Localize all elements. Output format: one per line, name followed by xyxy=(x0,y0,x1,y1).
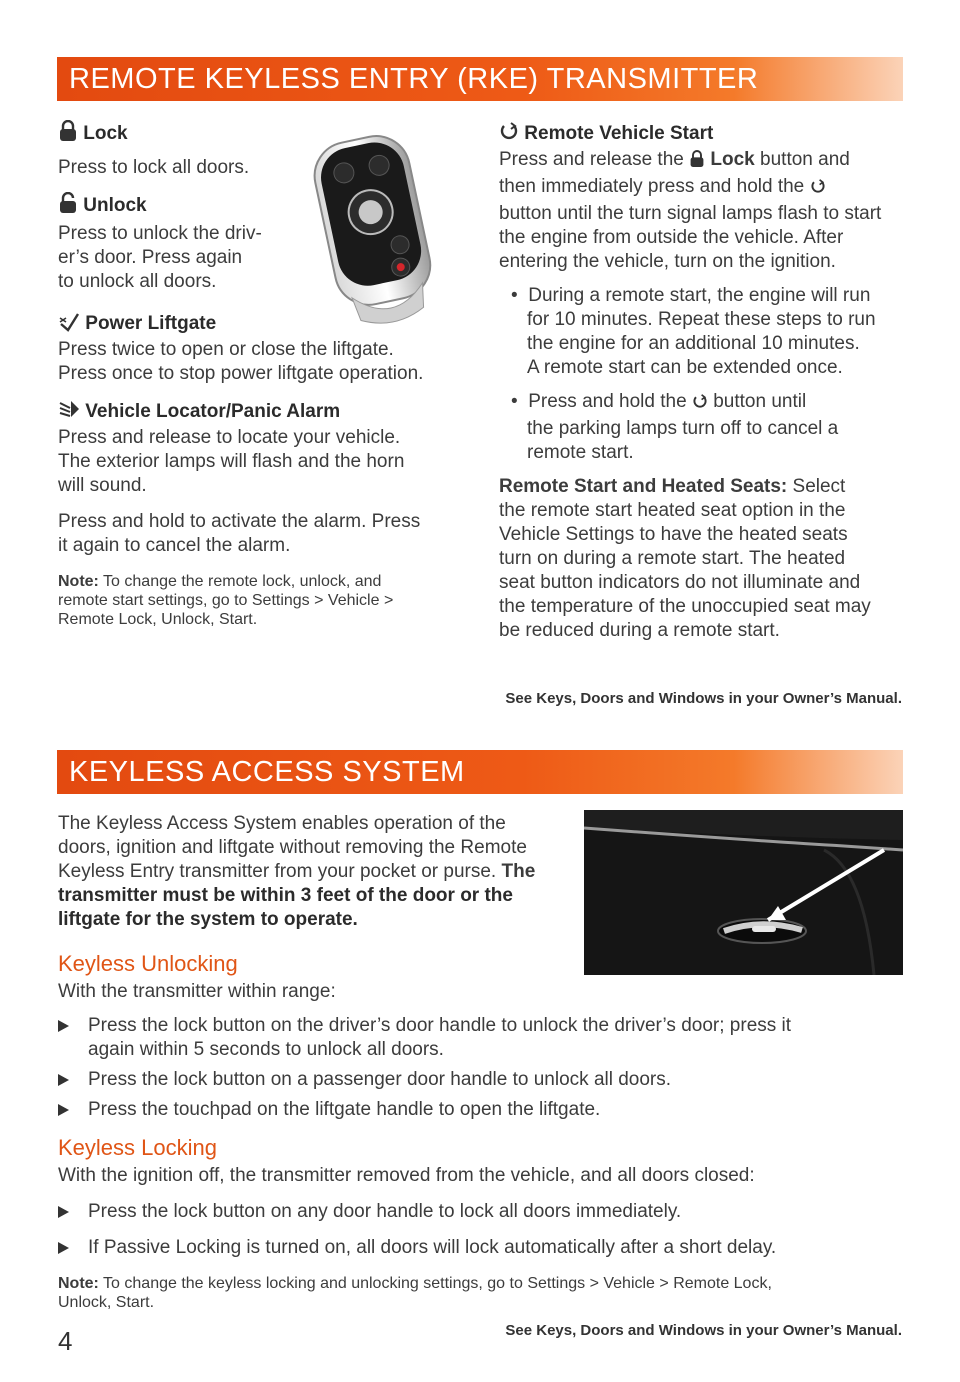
kas-note-line-1: To change the keyless locking and unlocking settings, go to Settings > Vehicle > Remote Lock, xyxy=(98,1275,772,1292)
remote-line-3: button until the turn signal lamps flash to start xyxy=(499,203,882,224)
lock-text: Press to lock all doors. xyxy=(58,157,250,178)
bullet-arrow-icon xyxy=(58,1074,69,1086)
keyless-locking-title: Keyless Locking xyxy=(58,1135,217,1160)
kas-intro-5: liftgate for the system to operate. xyxy=(58,909,358,930)
kas-intro-1: The Keyless Access System enables operation of the xyxy=(58,813,506,834)
remote-line-2-text: then immediately press and hold the xyxy=(499,176,810,197)
bullet-arrow-icon xyxy=(58,1206,69,1218)
keyless-unlocking-intro: With the transmitter within range: xyxy=(58,981,336,1002)
remote-line-1b: Lock xyxy=(710,149,755,170)
remote-line-5: entering the vehicle, turn on the ignition. xyxy=(499,251,836,272)
rke-note-text-3: Remote Lock, Unlock, Start. xyxy=(58,611,258,628)
liftgate-heading xyxy=(58,310,468,338)
kas-intro-3 xyxy=(58,860,573,884)
unlock-icon xyxy=(58,192,78,220)
kas-see-manual: See Keys, Doors and Windows in your Owner’s Manual. xyxy=(505,1322,902,1339)
remote-line-1 xyxy=(499,148,909,175)
unlock-title: Unlock xyxy=(83,195,147,216)
remote-line-1c: button and xyxy=(754,149,850,170)
kas-intro xyxy=(58,812,573,932)
page-number: 4 xyxy=(58,1326,73,1356)
liftgate-text-2: Press once to stop power liftgate operation. xyxy=(58,363,424,384)
locator-heading xyxy=(58,398,468,426)
heated-line-1-text: Select xyxy=(787,476,846,497)
remote-start-block xyxy=(499,122,909,643)
rke-note-text-2: remote start settings, go to Settings > Vehicle > xyxy=(58,592,394,609)
bullet-arrow-icon xyxy=(58,1104,69,1116)
bullet-arrow-icon xyxy=(58,1242,69,1254)
kas-intro-3b: The xyxy=(501,861,536,882)
rke-banner-title: REMOTE KEYLESS ENTRY (RKE) TRANSMITTER xyxy=(69,63,759,95)
unlock-item-1 xyxy=(58,1014,908,1062)
liftgate-title: Power Liftgate xyxy=(85,313,217,334)
lock-heading xyxy=(58,120,288,148)
rke-note-text-1: To change the remote lock, unlock, and xyxy=(98,573,382,590)
keyless-locking-intro: With the ignition off, the transmitter removed from the vehicle, and all doors closed: xyxy=(58,1165,755,1186)
heated-line-2: the remote start heated seat option in the xyxy=(499,500,846,521)
kas-intro-2: doors, ignition and liftgate without removing the Remote xyxy=(58,837,527,858)
bullet-2-line-1b: button until xyxy=(707,391,807,412)
unlock-item-3-text: Press the touchpad on the liftgate handle to open the liftgate. xyxy=(88,1099,601,1120)
kas-intro-3a: Keyless Entry transmitter from your pocket or purse. xyxy=(58,861,502,882)
unlock-item-2 xyxy=(58,1068,908,1092)
remote-line-4: the engine from outside the vehicle. After xyxy=(499,227,844,248)
lock-icon-inline xyxy=(689,150,705,175)
liftgate-icon xyxy=(58,310,80,338)
unlock-heading xyxy=(58,192,288,220)
rke-banner xyxy=(57,57,903,101)
bullet-1-line-4: A remote start can be extended once. xyxy=(527,357,843,378)
remote-bullet-2: • Press and hold the button until the parking lamps turn off to cancel a remote start. xyxy=(499,390,909,465)
lock-item-1-text: Press the lock button on any door handle to lock all doors immediately. xyxy=(88,1201,682,1222)
alarm-text-2: it again to cancel the alarm. xyxy=(58,535,291,556)
unlock-item-1-line-1: Press the lock button on the driver’s door handle to unlock the driver’s door; press it xyxy=(88,1015,792,1036)
locator-icon xyxy=(58,398,80,426)
remote-start-icon xyxy=(499,122,519,148)
locator-text-2: The exterior lamps will flash and the horn xyxy=(58,451,405,472)
heated-line-1 xyxy=(499,475,909,499)
locator-text-3: will sound. xyxy=(58,475,147,496)
unlock-text-2: er’s door. Press again xyxy=(58,247,243,268)
remote-bullet-1: • During a remote start, the engine will run for 10 minutes. Repeat these steps to run the engine for an additional 10 minutes. A remote start can be extended once. xyxy=(499,284,909,380)
kas-note-label: Note: xyxy=(58,1275,99,1292)
bullet-2-line-1a: Press and hold the xyxy=(528,391,692,412)
alarm-text-1: Press and hold to activate the alarm. Press xyxy=(58,511,421,532)
remote-start-title: Remote Vehicle Start xyxy=(524,123,714,144)
lock-item-1 xyxy=(58,1200,908,1224)
unlock-item-1-line-2: again within 5 seconds to unlock all doors. xyxy=(88,1039,444,1060)
heated-line-5: seat button indicators do not illuminate and xyxy=(499,572,861,593)
lock-item-2 xyxy=(58,1236,908,1260)
rke-note-label: Note: xyxy=(58,573,99,590)
heated-line-6: the temperature of the unoccupied seat may xyxy=(499,596,871,617)
key-fob-image xyxy=(298,132,448,324)
remote-start-icon-bullet xyxy=(692,393,708,417)
lock-title: Lock xyxy=(83,123,128,144)
kas-note-line-2: Unlock, Start. xyxy=(58,1294,155,1311)
bullet-arrow-icon xyxy=(58,1020,69,1032)
remote-line-2 xyxy=(499,175,909,202)
bullet-1-line-1: During a remote start, the engine will run xyxy=(528,285,871,306)
heated-label: Remote Start and Heated Seats: xyxy=(499,476,788,497)
remote-start-icon-inline xyxy=(810,178,826,202)
kas-banner-title: KEYLESS ACCESS SYSTEM xyxy=(69,756,465,788)
bullet-1-line-3: the engine for an additional 10 minutes. xyxy=(527,333,860,354)
locator-title: Vehicle Locator/Panic Alarm xyxy=(85,401,341,422)
bullet-1-line-2: for 10 minutes. Repeat these steps to run xyxy=(527,309,876,330)
heated-line-3: Vehicle Settings to have the heated seats xyxy=(499,524,848,545)
heated-line-4: turn on during a remote start. The heated xyxy=(499,548,846,569)
lock-icon xyxy=(58,120,78,148)
rke-note xyxy=(58,572,468,629)
lock-item-2-text: If Passive Locking is turned on, all doors will lock automatically after a short delay. xyxy=(88,1237,777,1258)
bullet-2-line-3: remote start. xyxy=(527,442,634,463)
kas-note xyxy=(58,1274,908,1312)
liftgate-text-1: Press twice to open or close the liftgate. xyxy=(58,339,394,360)
locator-text-1: Press and release to locate your vehicle. xyxy=(58,427,401,448)
remote-start-heading xyxy=(499,122,909,148)
kas-intro-4: transmitter must be within 3 feet of the door or the xyxy=(58,885,513,906)
unlock-item-2-text: Press the lock button on a passenger door handle to unlock all doors. xyxy=(88,1069,672,1090)
unlock-text-3: to unlock all doors. xyxy=(58,271,217,292)
unlock-item-3 xyxy=(58,1098,908,1122)
bullet-2-line-2: the parking lamps turn off to cancel a xyxy=(527,418,839,439)
kas-banner xyxy=(57,750,903,794)
unlock-text-1: Press to unlock the driv- xyxy=(58,223,262,244)
rke-see-manual: See Keys, Doors and Windows in your Owner’s Manual. xyxy=(505,690,902,707)
keyless-unlocking-title: Keyless Unlocking xyxy=(58,951,238,976)
remote-line-1a: Press and release the xyxy=(499,149,690,170)
heated-line-7: be reduced during a remote start. xyxy=(499,620,780,641)
